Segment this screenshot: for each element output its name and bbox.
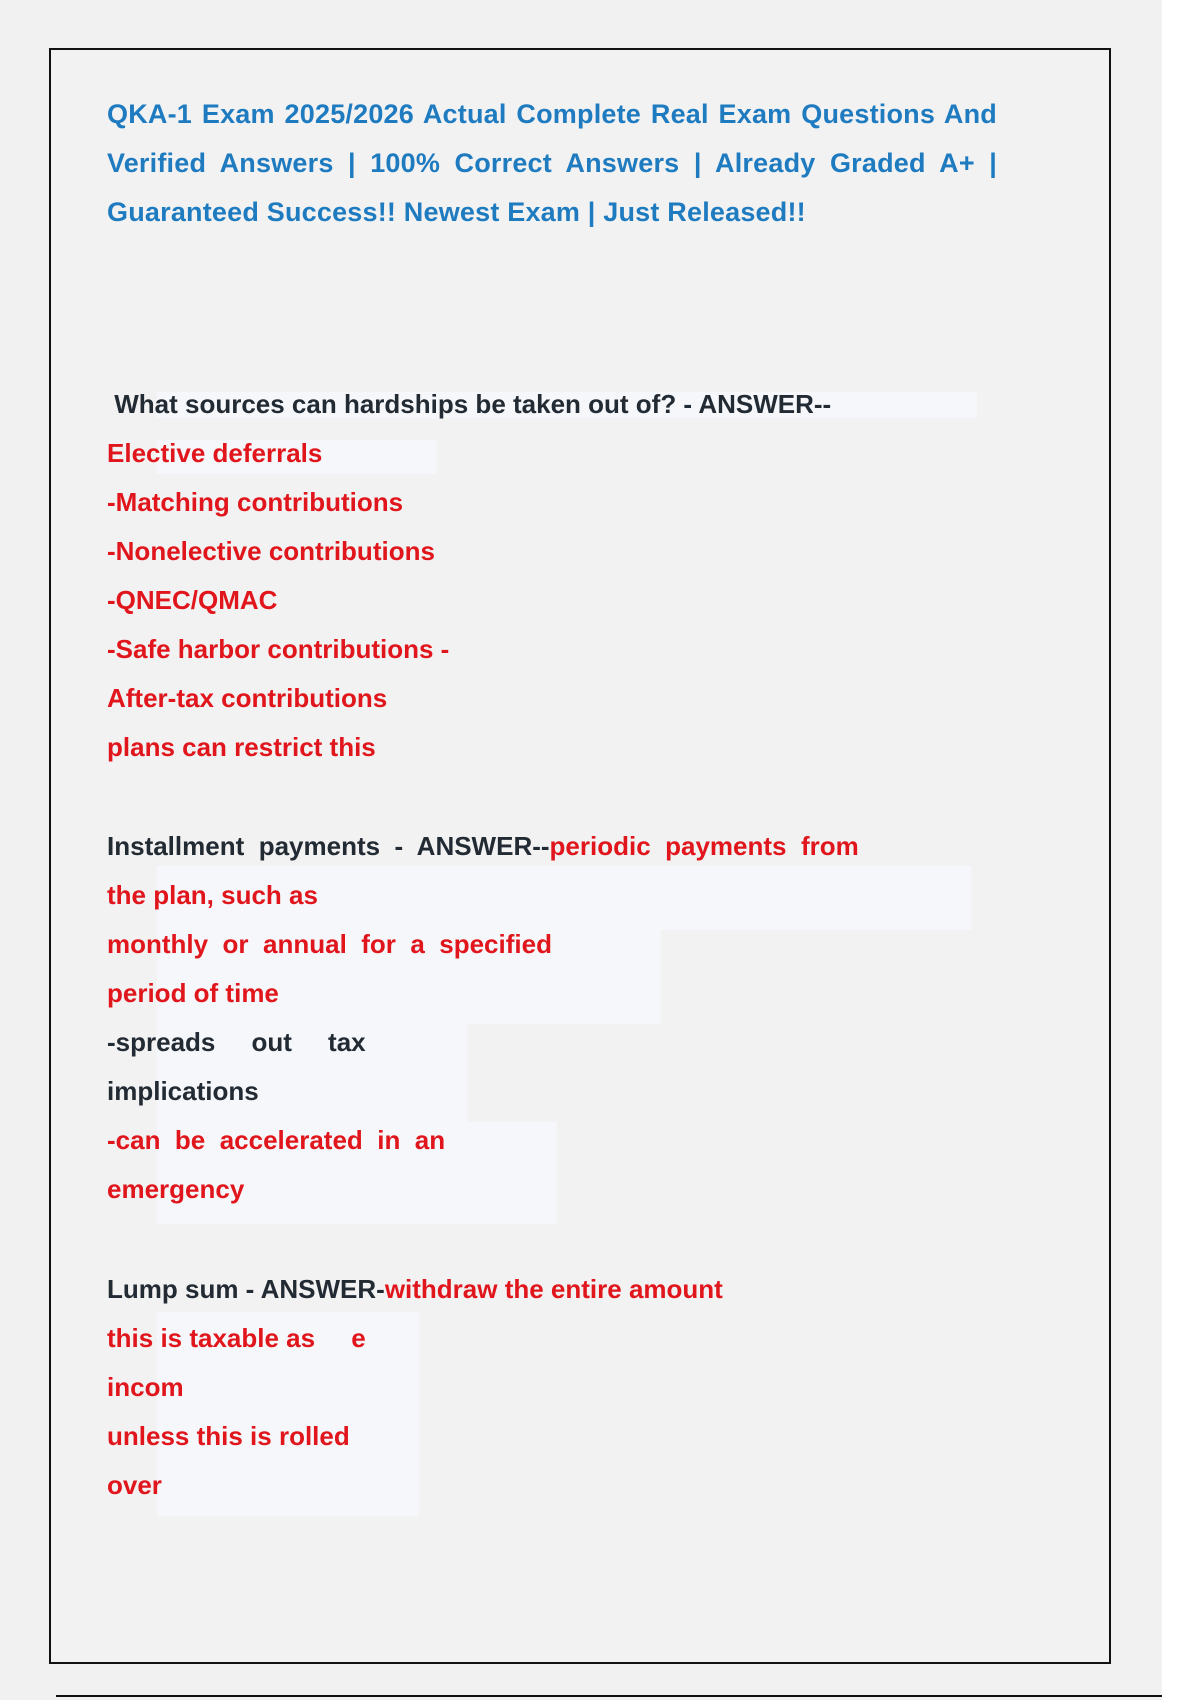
answer-line: incom	[107, 1372, 184, 1402]
answer-line: After-tax contributions	[107, 683, 388, 713]
qa-block-installment-payments	[107, 822, 859, 1214]
qa-block-hardship-sources	[107, 380, 831, 772]
answer-line: implications	[107, 1076, 259, 1106]
answer-line: plans can restrict this	[107, 732, 376, 762]
question-text: Lump sum - ANSWER-	[107, 1274, 385, 1304]
question-line	[107, 822, 859, 871]
answer-line: -QNEC/QMAC	[107, 585, 278, 615]
answer-line: -Safe harbor contributions -	[107, 634, 450, 664]
document-title: QKA-1 Exam 2025/2026 Actual Complete Real Exam Questions And Verified Answers | 100% Correct Answers | Already Graded A+ | Guaranteed Success!! Newest Exam | Just Released!!	[107, 99, 997, 227]
question-line	[107, 1265, 723, 1314]
page-bottom-rule	[56, 1695, 1162, 1697]
answer-line: emergency	[107, 1174, 245, 1204]
answer-line: -Nonelective contributions	[107, 536, 435, 566]
answer-line: period of time	[107, 978, 279, 1008]
answer-line: -Matching contributions	[107, 487, 404, 517]
answer-line: Elective deferrals	[107, 438, 323, 468]
question-text: Installment payments - ANSWER--	[107, 831, 550, 861]
question-text: What sources can hardships be taken out of? - ANSWER--	[107, 389, 832, 419]
answer-line: over	[107, 1470, 162, 1500]
answer-line: the plan, such as	[107, 880, 318, 910]
answer-line: -spreads out tax	[107, 1027, 366, 1057]
qa-block-lump-sum	[107, 1265, 723, 1510]
answer-line: -can be accelerated in an	[107, 1125, 446, 1155]
answer-first: withdraw the entire amount	[384, 1274, 723, 1304]
answer-line: monthly or annual for a specified	[107, 929, 552, 959]
right-gutter	[1162, 0, 1200, 1700]
answer-first: periodic payments from	[549, 831, 859, 861]
answer-line: this is taxable as e	[107, 1323, 366, 1353]
answer-line: unless this is rolled	[107, 1421, 350, 1451]
